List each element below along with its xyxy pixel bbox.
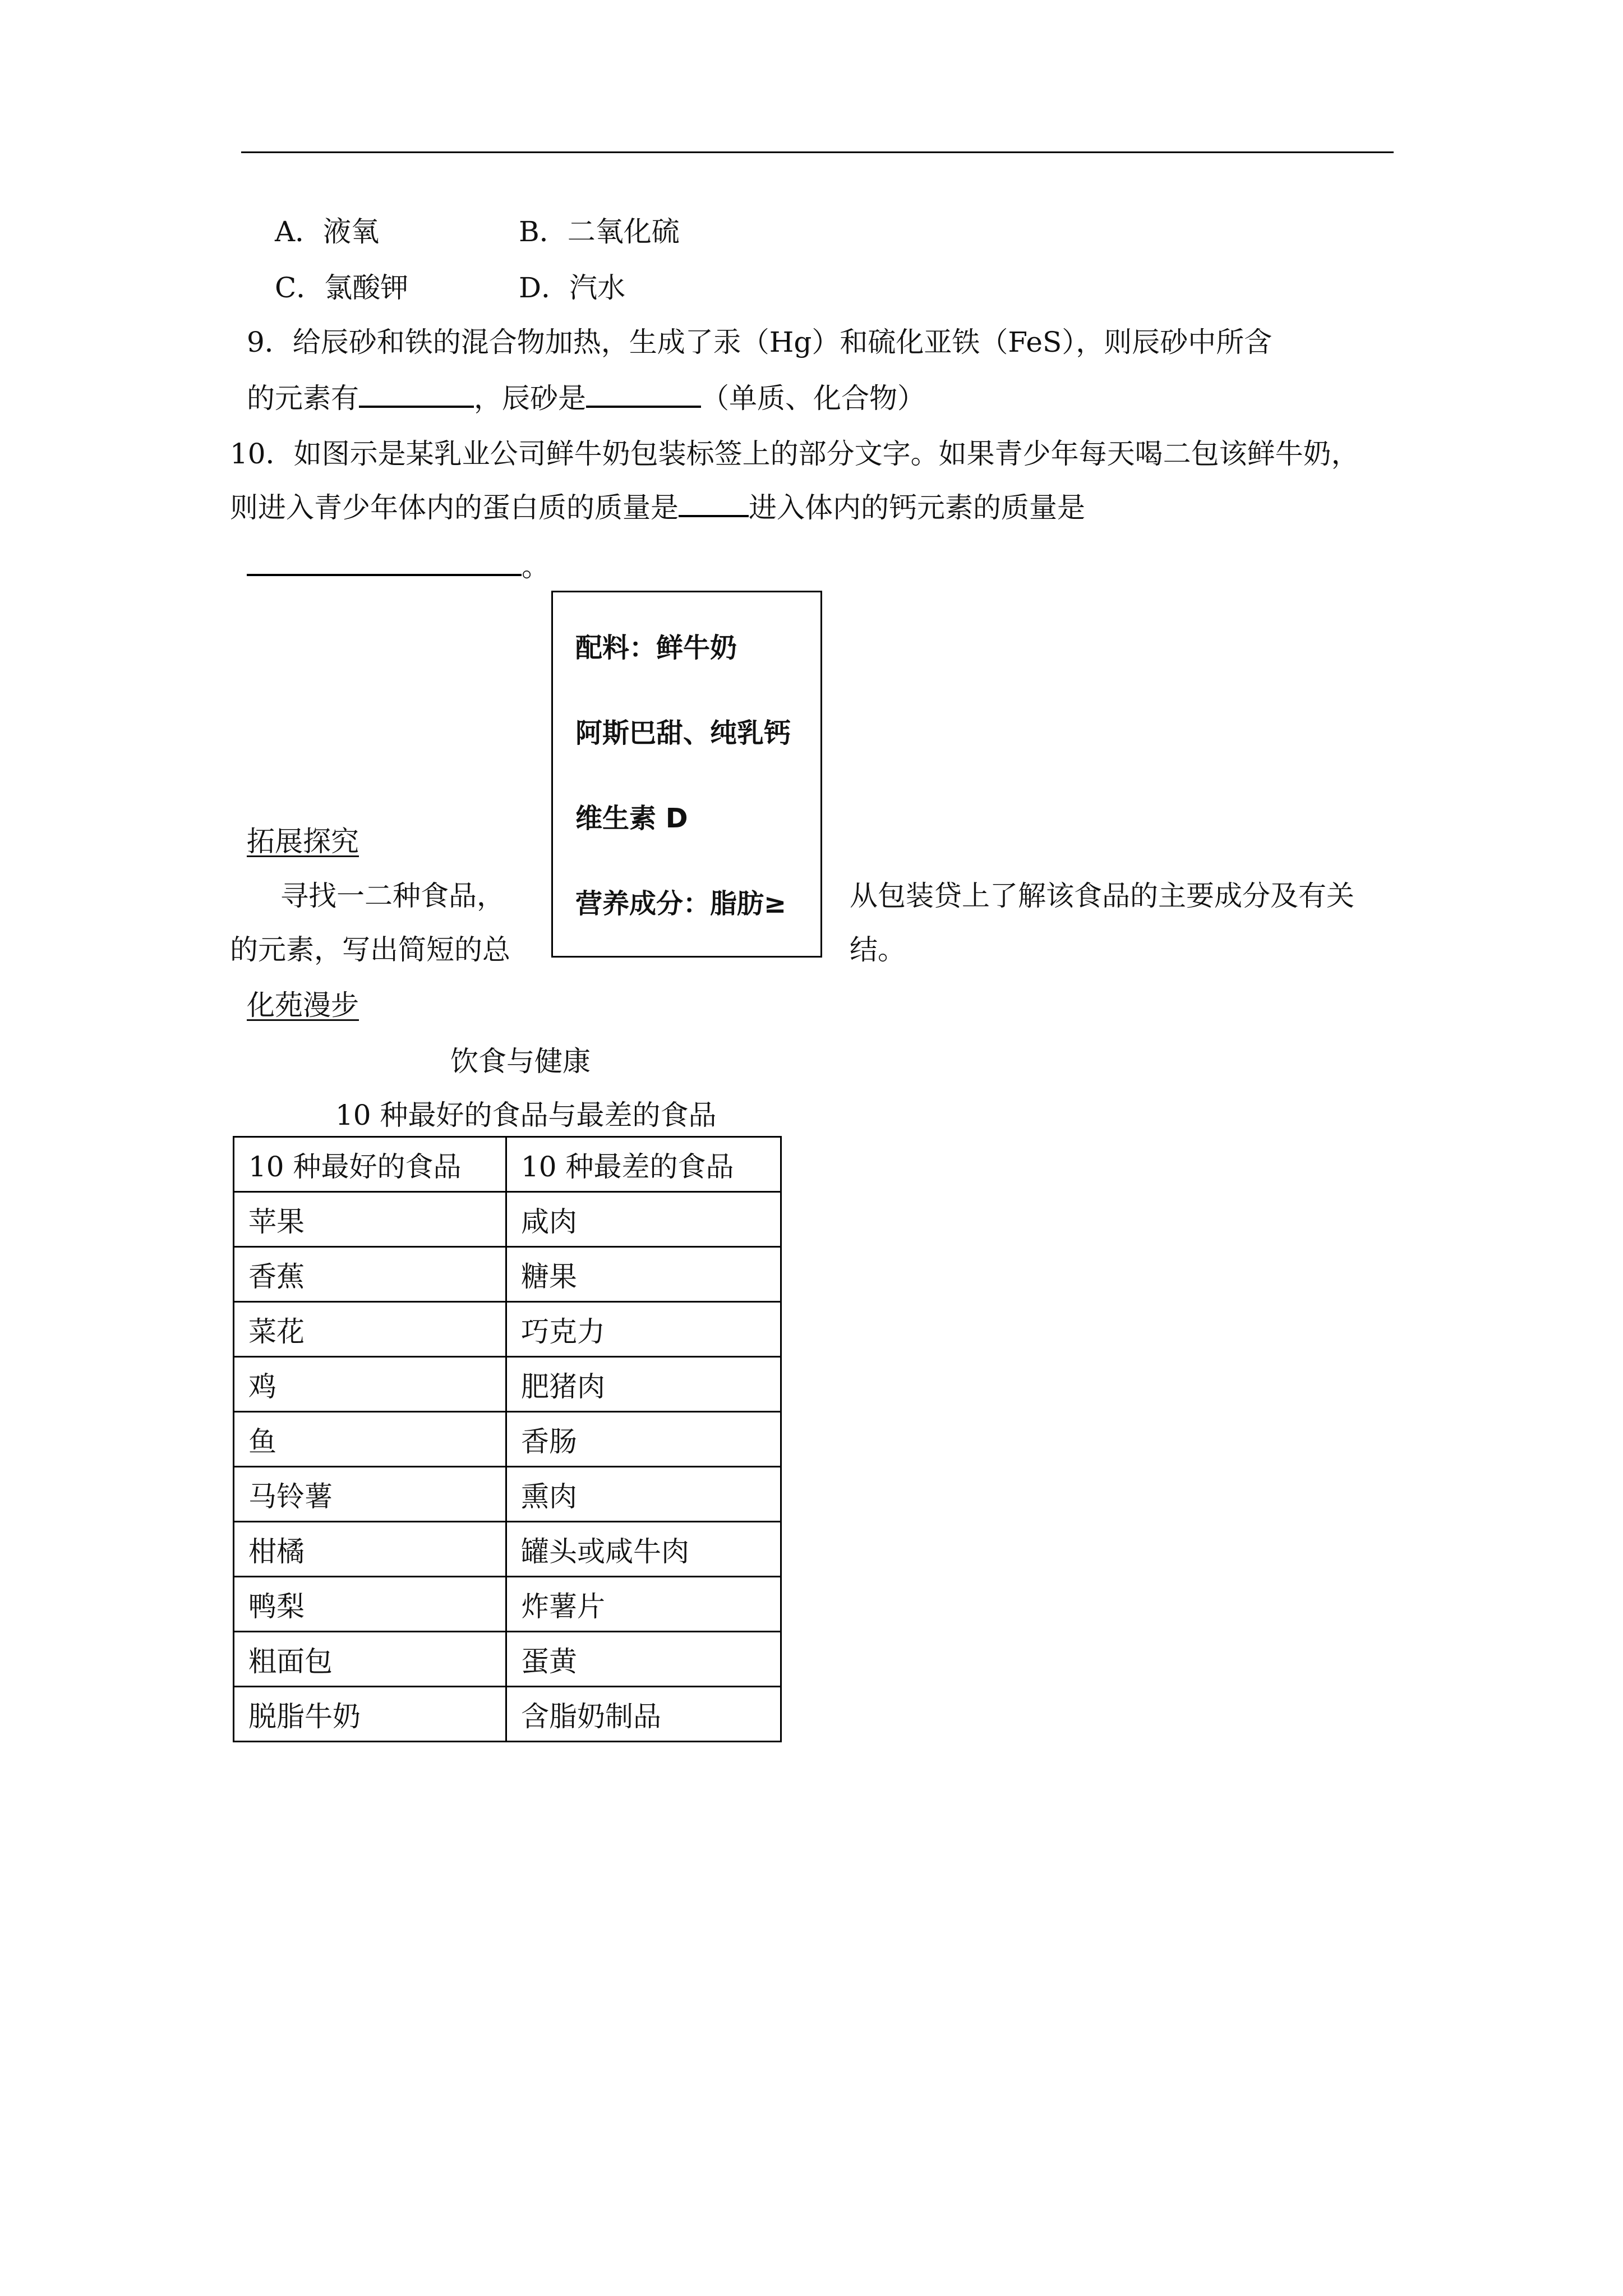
- best-food-cell: 鸭梨: [234, 1577, 506, 1632]
- table-row: [234, 1687, 781, 1742]
- option-a: A．液氧: [275, 215, 380, 248]
- q9-line1: 9．给辰砂和铁的混合物加热，生成了汞（Hg）和硫化亚铁（FeS），则辰砂中所含: [247, 326, 1272, 358]
- header-rule: [241, 151, 1394, 153]
- table-row: [234, 1247, 781, 1302]
- option-c: C．氯酸钾: [275, 272, 409, 304]
- q9-text-1: 的元素有: [247, 382, 359, 415]
- header-worst: 10 种最差的食品: [506, 1137, 781, 1192]
- worst-food-cell: 含脂奶制品: [506, 1687, 781, 1742]
- garden-heading: 化苑漫步: [247, 989, 359, 1022]
- best-food-cell: 脱脂牛奶: [234, 1687, 506, 1742]
- food-comparison-table: [233, 1136, 782, 1742]
- table-row: [234, 1522, 781, 1577]
- q10-line2: [230, 491, 1085, 524]
- explore-line2-right: 结。: [850, 933, 906, 966]
- table-title: 饮食与健康: [450, 1045, 591, 1078]
- table-row: [234, 1357, 781, 1412]
- worst-food-cell: 肥猪肉: [506, 1357, 781, 1412]
- label-ingredients: 配料：鲜牛奶: [575, 632, 737, 664]
- worst-food-cell: 咸肉: [506, 1192, 781, 1247]
- explore-line1-left: 寻找一二种食品，: [280, 880, 505, 912]
- header-best: 10 种最好的食品: [234, 1137, 506, 1192]
- option-d: D．汽水: [519, 272, 626, 304]
- q10-blank-protein[interactable]: [679, 515, 749, 517]
- worst-food-cell: 炸薯片: [506, 1577, 781, 1632]
- label-additives: 阿斯巴甜、纯乳钙: [575, 717, 791, 749]
- table-row: [234, 1467, 781, 1522]
- worst-food-cell: 熏肉: [506, 1467, 781, 1522]
- q10-line3: [247, 547, 550, 581]
- explore-line2-left: 的元素，写出简短的总: [230, 933, 510, 966]
- table-row: [234, 1412, 781, 1467]
- table-row: [234, 1302, 781, 1357]
- best-food-cell: 苹果: [234, 1192, 506, 1247]
- q9-text-3: （单质、化合物）: [701, 382, 925, 415]
- worst-food-cell: 巧克力: [506, 1302, 781, 1357]
- q9-blank-type[interactable]: [586, 406, 701, 408]
- q10-text-2: 进入体内的钙元素的质量是: [749, 491, 1085, 524]
- label-nutrition: 营养成分：脂肪≥: [575, 888, 787, 919]
- worst-food-cell: 蛋黄: [506, 1632, 781, 1687]
- best-food-cell: 香蕉: [234, 1247, 506, 1302]
- best-food-cell: 鸡: [234, 1357, 506, 1412]
- table-header-row: [234, 1137, 781, 1192]
- q10-text-1: 则进入青少年体内的蛋白质的质量是: [230, 491, 679, 524]
- q10-end-mark: 。: [522, 550, 550, 583]
- option-b: B．二氧化硫: [519, 215, 680, 248]
- table-row: [234, 1632, 781, 1687]
- best-food-cell: 马铃薯: [234, 1467, 506, 1522]
- q9-line2: [247, 382, 925, 415]
- q10-line1: 10．如图示是某乳业公司鲜牛奶包装标签上的部分文字。如果青少年每天喝二包该鲜牛奶，: [230, 438, 1359, 470]
- milk-label-box: [551, 591, 822, 958]
- table-subtitle: 10 种最好的食品与最差的食品: [335, 1099, 717, 1131]
- best-food-cell: 鱼: [234, 1412, 506, 1467]
- explore-line1-right: 从包装贷上了解该食品的主要成分及有关: [850, 880, 1354, 912]
- worst-food-cell: 香肠: [506, 1412, 781, 1467]
- explore-heading: 拓展探究: [247, 825, 359, 858]
- best-food-cell: 柑橘: [234, 1522, 506, 1577]
- q10-blank-calcium[interactable]: [247, 547, 522, 576]
- q9-text-2: ，辰砂是: [474, 382, 586, 415]
- best-food-cell: 粗面包: [234, 1632, 506, 1687]
- worst-food-cell: 罐头或咸牛肉: [506, 1522, 781, 1577]
- best-food-cell: 菜花: [234, 1302, 506, 1357]
- table-row: [234, 1192, 781, 1247]
- q9-blank-elements[interactable]: [359, 406, 474, 408]
- label-vitamin: 维生素 D: [575, 803, 688, 834]
- worst-food-cell: 糖果: [506, 1247, 781, 1302]
- table-row: [234, 1577, 781, 1632]
